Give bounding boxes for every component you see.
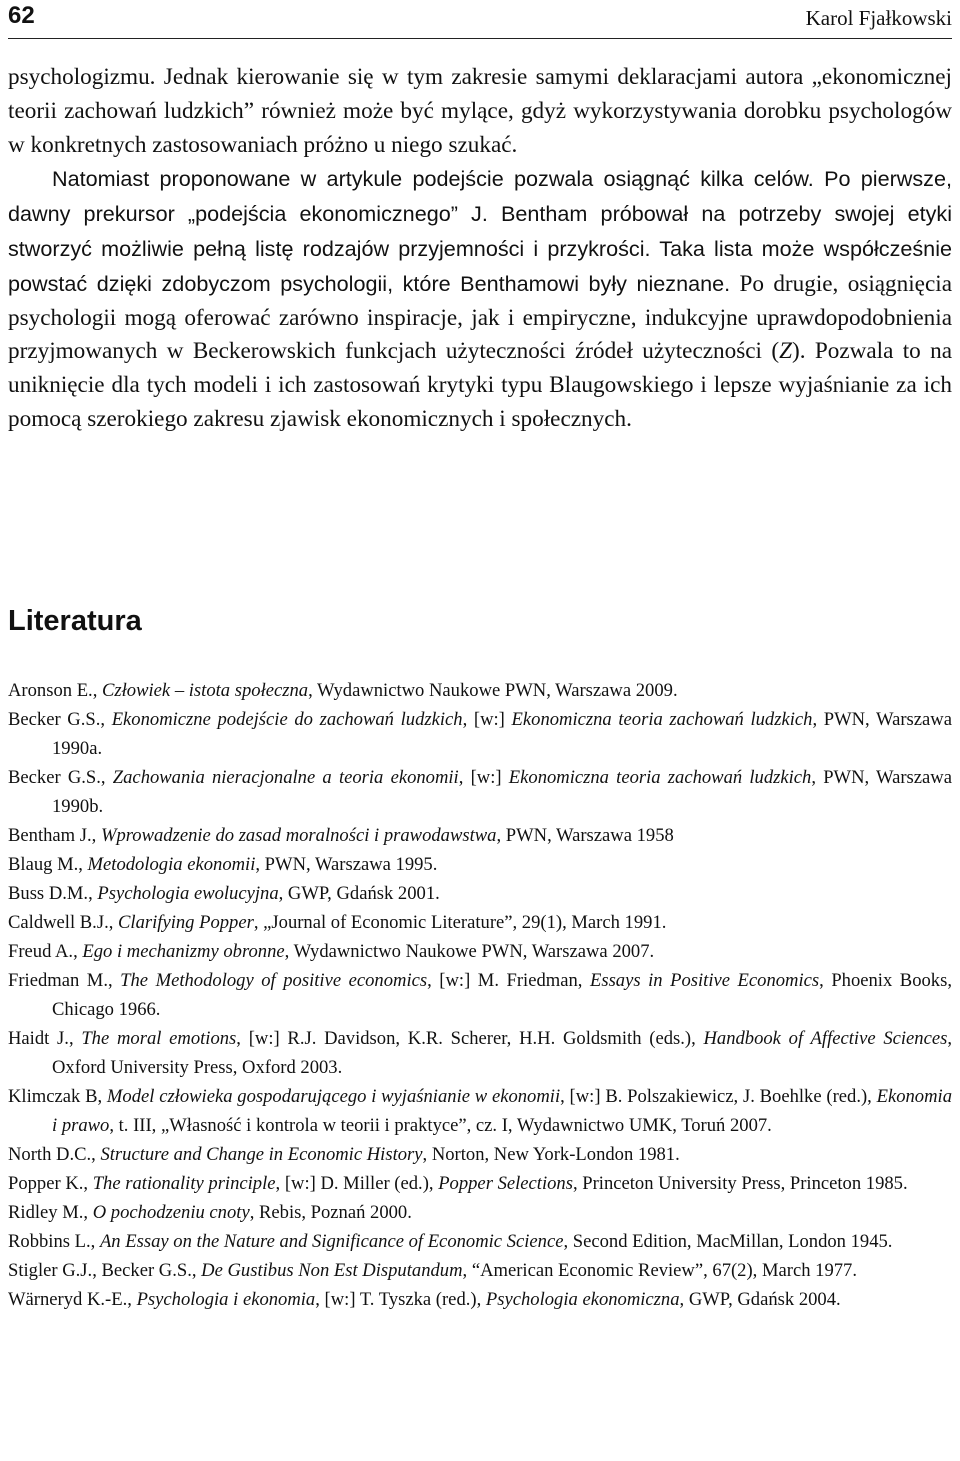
ref-author: Becker G.S., <box>8 767 113 788</box>
reference-item <box>8 1256 952 1285</box>
reference-item <box>8 1227 952 1256</box>
ref-title: Ego i mechanizmy obronne <box>82 941 285 962</box>
ref-title: The rationality principle <box>92 1173 276 1194</box>
paragraph-2 <box>8 162 952 436</box>
reference-item <box>8 705 952 763</box>
ref-source-title: Ekonomia i prawo <box>52 1086 952 1136</box>
reference-item <box>8 763 952 821</box>
page-number: 62 <box>8 2 35 29</box>
ref-title: Metodologia ekonomii <box>87 854 256 875</box>
ref-title: Zachowania nieracjonalne a teoria ekonomii <box>112 767 459 788</box>
ref-author: Wärneryd K.-E., <box>8 1289 137 1310</box>
reference-item <box>8 1024 952 1082</box>
ref-title: Psychologia i ekonomia <box>136 1289 316 1310</box>
ref-author: Becker G.S., <box>8 709 112 730</box>
ref-details: , GWP, Gdańsk 2001. <box>278 883 440 904</box>
ref-title: Psychologia ewolucyjna <box>97 883 279 904</box>
ref-publisher: , PWN, Warszawa 1990a. <box>52 709 952 759</box>
reference-item <box>8 1285 952 1314</box>
ref-publisher: , PWN, Warszawa 1990b. <box>52 767 952 817</box>
ref-publisher: , t. III, „Własność i kontrola w teorii i praktyce”, cz. I, Wydawnictwo UMK, Toruń 2007. <box>109 1115 772 1136</box>
reference-item <box>8 1198 952 1227</box>
ref-source-title: Handbook of Affective Sciences <box>703 1028 948 1049</box>
ref-details: , Norton, New York-London 1981. <box>422 1144 680 1165</box>
ref-source-title: Popper Selections <box>438 1173 573 1194</box>
ref-details: , [w:] D. Miller (ed.), <box>275 1173 439 1194</box>
ref-details: , PWN, Warszawa 1958 <box>496 825 674 846</box>
ref-author: Friedman M., <box>8 970 121 991</box>
ref-publisher: , GWP, Gdańsk 2004. <box>679 1289 841 1310</box>
reference-item <box>8 1140 952 1169</box>
reference-item <box>8 937 952 966</box>
ref-details: , [w:] <box>458 767 509 788</box>
paragraph-2-part-a: Natomiast proponowane w artykule podejście pozwala osiągnąć kilka celów. Po pierwsze, dawny prekursor „podejścia ekonomicznego” J. Bentham próbował na potrzeby swojej etyki stworzyć możliwie pełną listę rodzajów przyjemności i przykrości. Taka lista może współcześnie powstać dzięki zdobyczom psychologii, które Benthamowi były nieznane. <box>8 166 952 296</box>
paragraph-2-symbol: Z <box>779 338 792 365</box>
ref-details: , [w:] M. Friedman, <box>427 970 590 991</box>
ref-author: Robbins L., <box>8 1231 100 1252</box>
ref-details: , [w:] R.J. Davidson, K.R. Scherer, H.H. Goldsmith (eds.), <box>236 1028 704 1049</box>
ref-title: Człowiek – istota społeczna <box>102 680 309 701</box>
ref-details: , [w:] B. Polszakiewicz, J. Boehlke (red.), <box>560 1086 877 1107</box>
ref-title: Model człowieka gospodarującego i wyjaśnianie w ekonomii <box>106 1086 561 1107</box>
ref-title: The moral emotions <box>81 1028 237 1049</box>
ref-title: De Gustibus Non Est Disputandum <box>201 1260 463 1281</box>
ref-details: , „Journal of Economic Literature”, 29(1), March 1991. <box>253 912 667 933</box>
ref-source-title: Ekonomiczna teoria zachowań ludzkich <box>508 767 812 788</box>
ref-publisher: , Princeton University Press, Princeton 1985. <box>572 1173 908 1194</box>
reference-item <box>8 676 952 705</box>
running-head: Karol Fjałkowski <box>805 6 952 30</box>
ref-author: Caldwell B.J., <box>8 912 119 933</box>
reference-item <box>8 966 952 1024</box>
ref-author: North D.C., <box>8 1144 101 1165</box>
ref-author: Haidt J., <box>8 1028 82 1049</box>
reference-item <box>8 1082 952 1140</box>
paragraph-1: psychologizmu. Jednak kierowanie się w tym zakresie samymi deklaracjami autora „ekonomicznej teorii zachowań ludzkich” również może być mylące, gdyż wykorzystywania dorobku psychologów w konkretnych zastosowaniach próżno u niego szukać. <box>8 64 952 158</box>
ref-source-title: Psychologia ekonomiczna <box>485 1289 680 1310</box>
ref-title: Structure and Change in Economic History <box>100 1144 423 1165</box>
ref-title: Clarifying Popper <box>118 912 254 933</box>
body-text <box>8 61 952 437</box>
ref-details: , Second Edition, MacMillan, London 1945. <box>563 1231 893 1252</box>
ref-author: Aronson E., <box>8 680 102 701</box>
reference-list <box>8 676 952 1314</box>
ref-title: An Essay on the Nature and Significance of Economic Science <box>99 1231 564 1252</box>
paragraph-2-part-b: Po drugie, osiągnięcia psychologii mogą oferować zarówno inspiracje, jak i empiryczne, indukcyjne uprawdopodobnienia przyjmowanych w Beckerowskich funkcjach użyteczności źródeł użyteczności ( <box>8 270 952 365</box>
ref-author: Bentham J., <box>8 825 101 846</box>
ref-publisher: , Phoenix Books, Chicago 1966. <box>52 970 952 1020</box>
reference-item <box>8 908 952 937</box>
page-header <box>8 0 952 39</box>
paragraph-2-part-c: ). Pozwala to na uniknięcie dla tych modeli i ich zastosowań krytyki typu Blaugowskiego i lepsze wyjaśnianie za ich pomocą szerokiego zakresu zjawisk ekonomicznych i społecznych. <box>8 338 953 432</box>
ref-details: , [w:] <box>462 709 512 730</box>
ref-details: , “American Economic Review”, 67(2), March 1977. <box>462 1260 857 1281</box>
ref-details: , Wydawnictwo Naukowe PWN, Warszawa 2007. <box>284 941 655 962</box>
ref-title: The Methodology of positive economics <box>120 970 428 991</box>
ref-author: Freud A., <box>8 941 83 962</box>
ref-details: , PWN, Warszawa 1995. <box>255 854 438 875</box>
ref-title: O pochodzeniu cnoty <box>92 1202 250 1223</box>
ref-source-title: Essays in Positive Economics <box>589 970 820 991</box>
ref-title: Wprowadzenie do zasad moralności i prawodawstwa <box>100 825 497 846</box>
ref-source-title: Ekonomiczna teoria zachowań ludzkich <box>511 709 813 730</box>
section-heading: Literatura <box>8 605 142 637</box>
ref-details: , Wydawnictwo Naukowe PWN, Warszawa 2009. <box>308 680 678 701</box>
reference-item <box>8 879 952 908</box>
reference-item <box>8 850 952 879</box>
ref-author: Blaug M., <box>8 854 88 875</box>
ref-author: Klimczak B, <box>8 1086 107 1107</box>
ref-title: Ekonomiczne podejście do zachowań ludzkich <box>111 709 463 730</box>
reference-item <box>8 821 952 850</box>
ref-publisher: , Oxford University Press, Oxford 2003. <box>52 1028 953 1078</box>
ref-author: Popper K., <box>8 1173 93 1194</box>
ref-author: Buss D.M., <box>8 883 98 904</box>
reference-item <box>8 1169 952 1198</box>
ref-author: Stigler G.J., Becker G.S., <box>8 1260 202 1281</box>
ref-details: , [w:] T. Tyszka (red.), <box>315 1289 486 1310</box>
ref-details: , Rebis, Poznań 2000. <box>249 1202 412 1223</box>
ref-author: Ridley M., <box>8 1202 93 1223</box>
